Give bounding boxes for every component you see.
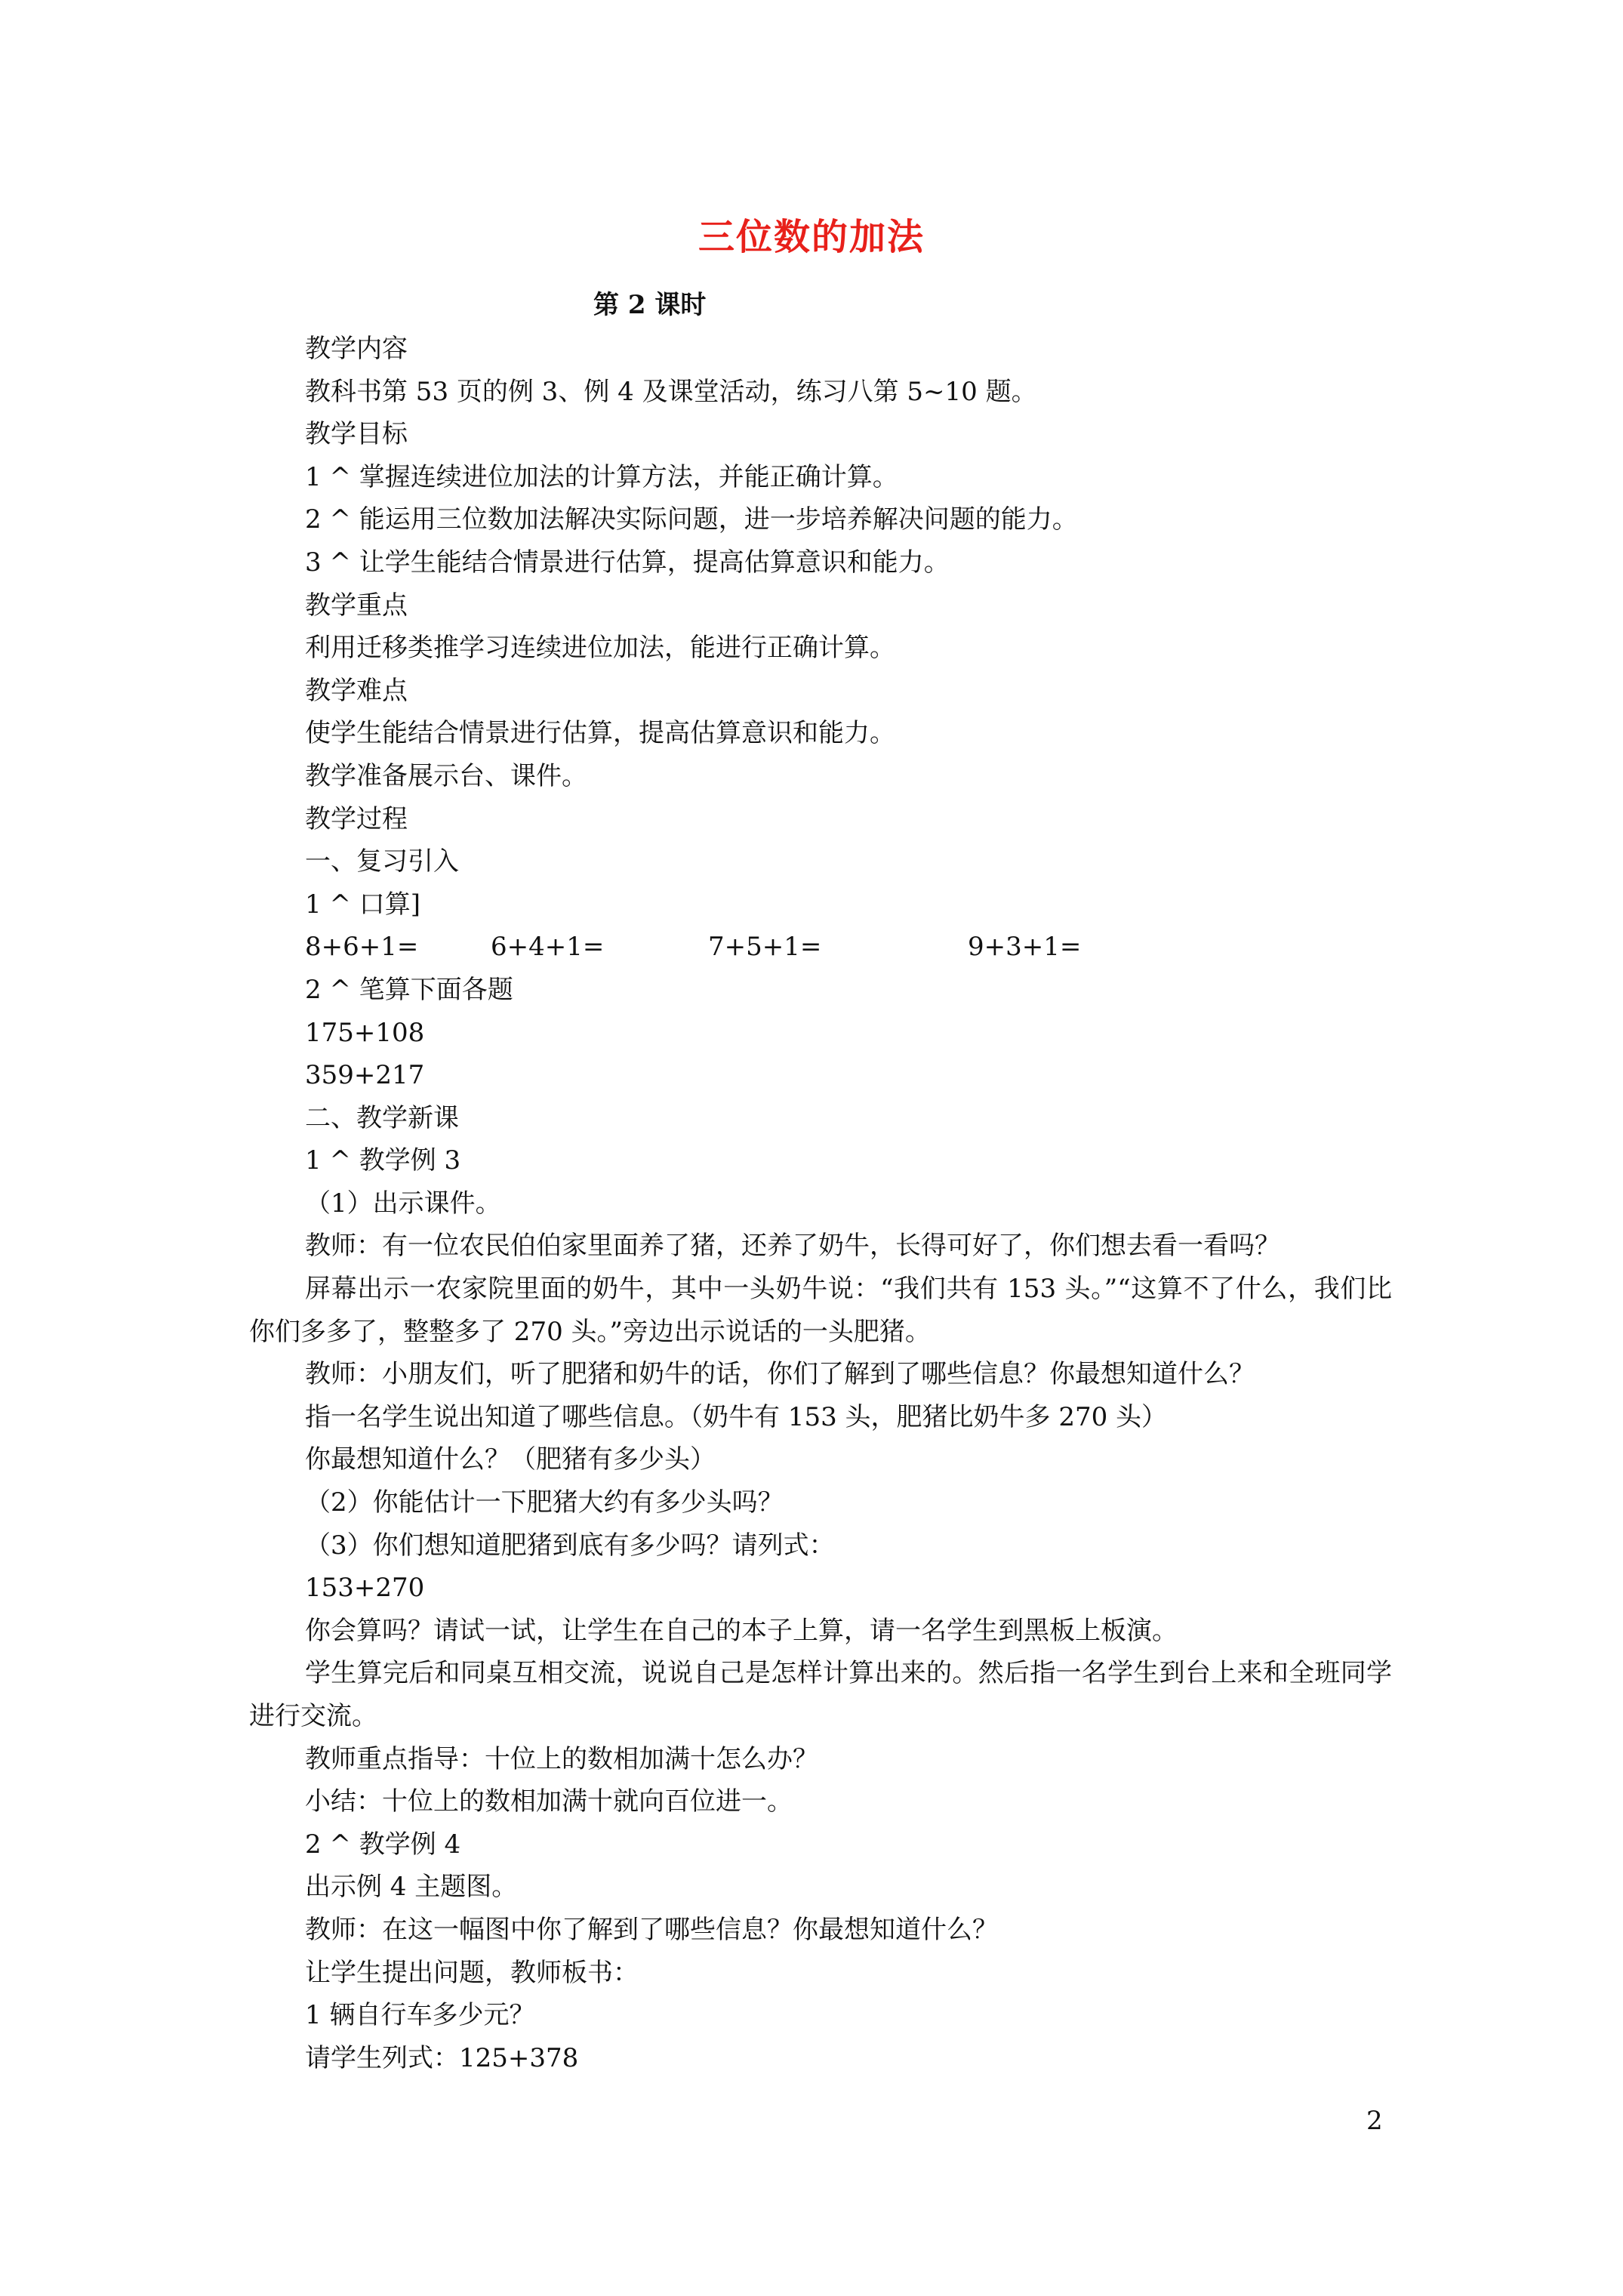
oral-calc-item: 6+4+1= (491, 932, 605, 963)
goal-item: 3 ^ 让学生能结合情景进行估算，提高估算意识和能力。 (305, 547, 950, 578)
paragraph: 教学准备展示台、课件。 (305, 760, 587, 791)
document-body (249, 328, 1392, 2079)
paragraph: 屏幕出示一农家院里面的奶牛，其中一头奶牛说：“我们共有 153 头。”“这算不了什么，我们比你们多多了，整整多了 270 头。”旁边出示说话的一头肥猪。 (249, 1274, 1392, 1347)
paragraph: 教科书第 53 页的例 3、例 4 及课堂活动，练习八第 5~10 题。 (305, 376, 1037, 407)
paragraph: 教师：在这一幅图中你了解到了哪些信息？你最想知道什么？ (305, 1914, 998, 1945)
expression: 153+270 (305, 1573, 425, 1604)
paragraph: 2 ^ 笔算下面各题 (305, 974, 513, 1005)
paragraph: 使学生能结合情景进行估算，提高估算意识和能力。 (305, 718, 895, 749)
paragraph: 1 ^ 教学例 3 (305, 1145, 461, 1176)
goal-item: 1 ^ 掌握连续进位加法的计算方法，并能正确计算。 (305, 461, 898, 492)
paragraph: （1）出示课件。 (305, 1188, 501, 1219)
paragraph: 让学生提出问题，教师板书： (305, 1957, 639, 1988)
page-number: 2 (1366, 2106, 1383, 2136)
paragraph: 出示例 4 主题图。 (305, 1872, 518, 1903)
paragraph: （3）你们想知道肥猪到底有多少吗？请列式： (305, 1530, 835, 1561)
paragraph: 教师：有一位农民伯伯家里面养了猪，还养了奶牛，长得可好了，你们想去看一看吗？ (305, 1231, 1280, 1262)
heading-difficulties: 教学难点 (305, 675, 408, 706)
heading-goals: 教学目标 (305, 419, 408, 450)
paragraph: 指一名学生说出知道了哪些信息。（奶牛有 153 头，肥猪比奶牛多 270 头） (305, 1401, 1168, 1432)
section-heading: 二、教学新课 (305, 1102, 459, 1133)
paragraph: 请学生列式：125+378 (305, 2042, 579, 2073)
paragraph: 1 ^ 口算] (305, 889, 420, 920)
document-title: 三位数的加法 (698, 216, 925, 258)
paragraph: 你会算吗？请试一试，让学生在自己的本子上算，请一名学生到黑板上板演。 (305, 1615, 1178, 1646)
paragraph: 你最想知道什么？（肥猪有多少头） (305, 1444, 716, 1475)
paragraph: 2 ^ 教学例 4 (305, 1829, 461, 1860)
oral-calc-item: 8+6+1= (305, 932, 419, 963)
oral-calc-item: 7+5+1= (708, 932, 822, 963)
heading-process: 教学过程 (305, 803, 408, 834)
oral-calc-row (249, 926, 1392, 969)
paragraph: 小结：十位上的数相加满十就向百位进一。 (305, 1786, 793, 1817)
paragraph: 1 辆自行车多少元？ (305, 2000, 535, 2031)
expression: 359+217 (305, 1060, 425, 1091)
heading-content: 教学内容 (305, 334, 408, 364)
oral-calc-item: 9+3+1= (968, 932, 1082, 963)
paragraph: （2）你能估计一下肥猪大约有多少头吗？ (305, 1487, 784, 1518)
paragraph: 教师重点指导：十位上的数相加满十怎么办？ (305, 1743, 818, 1774)
expression: 175+108 (305, 1017, 425, 1048)
paragraph: 利用迁移类推学习连续进位加法，能进行正确计算。 (305, 633, 895, 664)
section-heading: 一、复习引入 (305, 846, 459, 877)
goal-item: 2 ^ 能运用三位数加法解决实际问题，进一步培养解决问题的能力。 (305, 504, 1078, 535)
paragraph: 学生算完后和同桌互相交流，说说自己是怎样计算出来的。然后指一名学生到台上来和全班同学进行交流。 (249, 1658, 1392, 1731)
heading-key-points: 教学重点 (305, 590, 408, 621)
paragraph: 教师：小朋友们，听了肥猪和奶牛的话，你们了解到了哪些信息？你最想知道什么？ (305, 1359, 1255, 1390)
lesson-subtitle: 第 2 课时 (593, 290, 707, 320)
